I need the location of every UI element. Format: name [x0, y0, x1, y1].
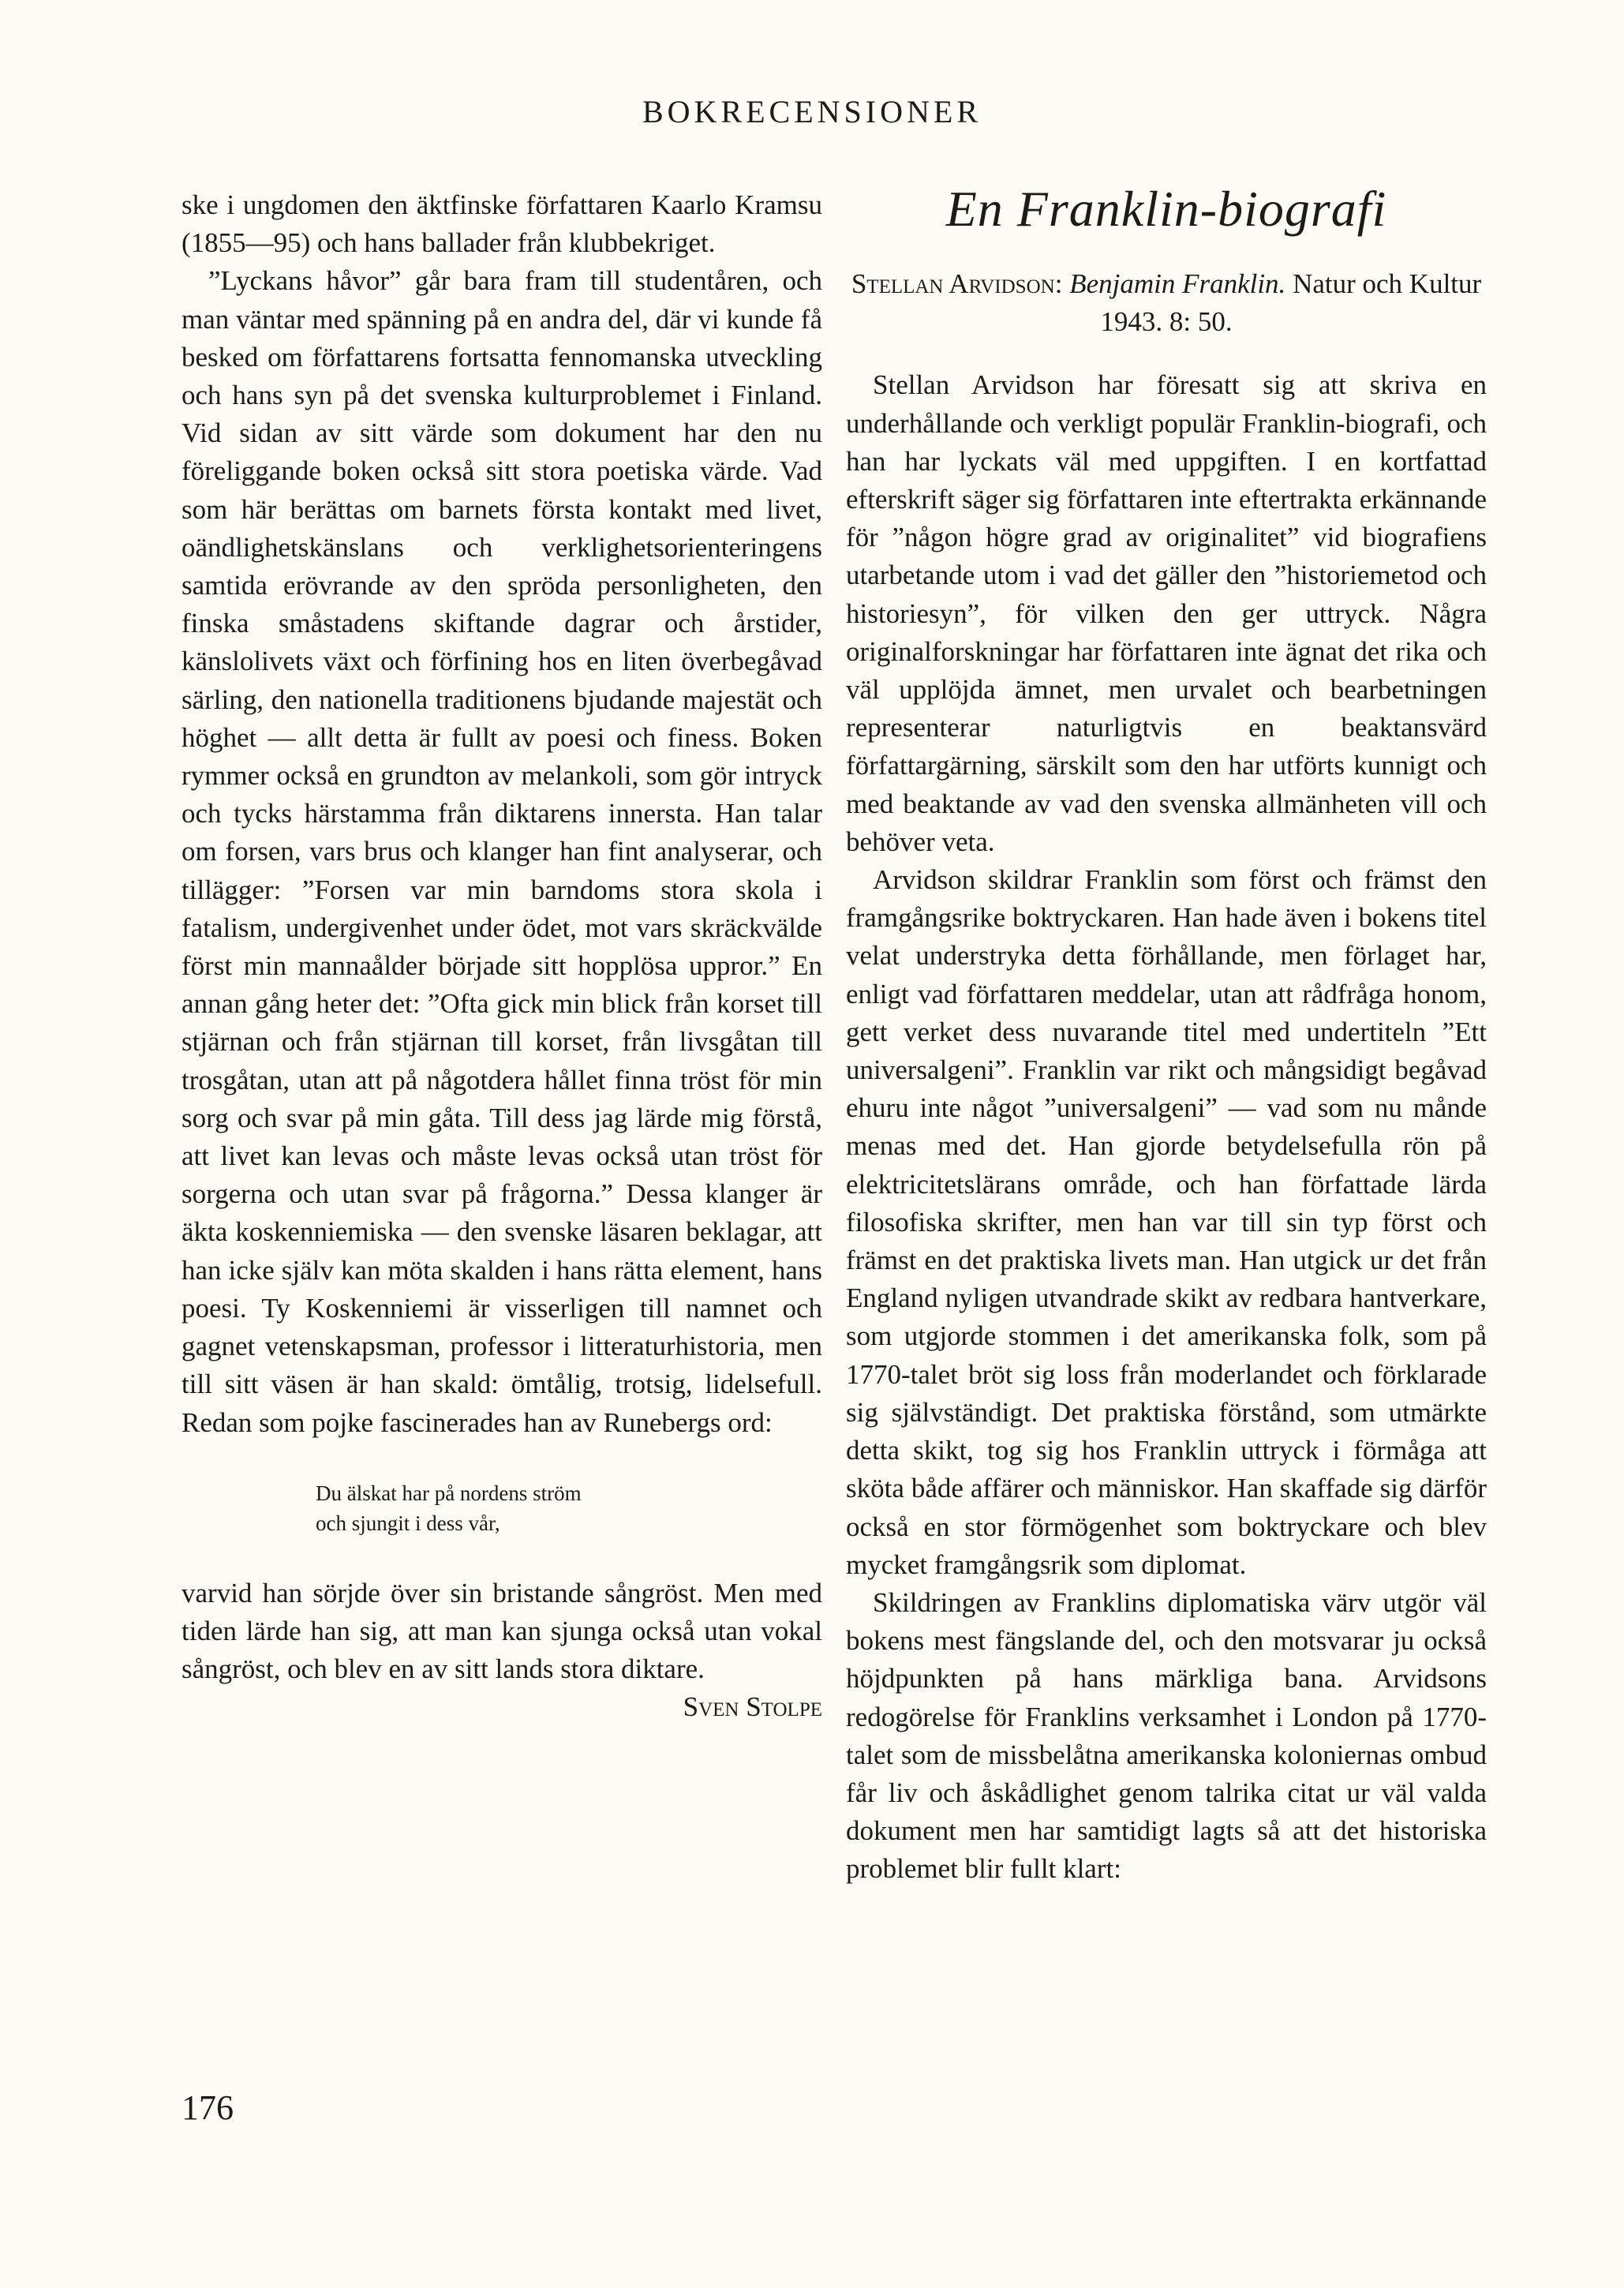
- review-title: En Franklin-biografi: [945, 181, 1387, 237]
- right-paragraph-2: Arvidson skildrar Franklin som först och främst den framgångsrike boktryckaren. Han hade även i bokens titel velat understryka detta förhållande, men förlaget har, enligt vad författaren meddelar, utan att rådfråga honom, gett verket dess nuvarande titel med undertiteln ”Ett universalgeni”. Franklin var rikt och mångsidigt begåvad ehuru inte något ”universalgeni” — vad som nu månde menas med det. Han gjorde betydelsefulla rön på elektricitetslärans område, och han författade lärda filosofiska skrifter, men han var till sin typ först och främst en det praktiska livets man. Han utgick ur det från England nyligen utvandrade skikt av redbara hantverkare, som utgjorde stommen i det amerikanska folk, som på 1770-talet bröt sig loss från moderlandet och förklarade sig självständigt. Det praktiska förstånd, som utmärkte detta skikt, tog sig hos Franklin uttryck i förmåga att sköta både affärer och människor. Han skaffade sig därför också en stor förmögenhet som boktryckare och blev mycket framgångsrik som diplomat.: [846, 864, 1487, 1580]
- page-number: 176: [181, 2088, 234, 2127]
- left-paragraph-3-text: varvid han sörjde över sin bristande sångröst. Men med tiden lärde han sig, att man kan sjunga också utan vokal sångröst, och blev en av sitt lands stora diktare.: [181, 1577, 822, 1685]
- right-paragraph-1: Stellan Arvidson har föresatt sig att skriva en underhållande och verkligt populär Franklin-biografi, och han har lyckats väl med uppgiften. I en kortfattad efterskrift säger sig författaren inte eftertrakta erkännande för ”någon högre grad av originalitet” vid biografiens utarbetande utom i vad det gäller den ”historiemetod och historiesyn”, för vilken den ger uttryck. Några originalforskningar har författaren inte ägnat det rika och väl upplöjda ämnet, men urvalet och bearbetningen representerar naturligtvis en beaktansvärd författargärning, särskilt som den har utförts kunnigt och med beaktande av vad den svenska allmänheten vill och behöver veta.: [846, 369, 1487, 857]
- verse-line-1: Du älskat har på nordens ström: [316, 1481, 582, 1505]
- left-column: [181, 186, 822, 1727]
- byline-publisher: Natur och Kultur 1943. 8: 50.: [1100, 268, 1482, 338]
- verse-quote: [316, 1478, 822, 1538]
- right-paragraph-3: Skildringen av Franklins diplomatiska värv utgör väl bokens mest fängslande del, och den motsvarar ju också höjdpunkten på hans märkliga bana. Arvidsons redogörelse för Franklins verksamhet i London på 1770-talet som de missbelåtna amerikanska koloniernas ombud får liv och åskådlighet genom talrika citat ur väl valda dokument men har samtidigt lagts så att det historiska problemet blir fullt klart:: [846, 1586, 1487, 1885]
- left-paragraph-1: ske i ungdomen den äktfinske författaren Kaarlo Kramsu (1855—95) och hans ballader från klubbekriget.: [181, 189, 822, 259]
- review-byline: Stellan Arvidson: Benjamin Franklin. Natur och Kultur 1943. 8: 50.: [851, 268, 1482, 338]
- byline-author: Stellan Arvidson: [851, 268, 1055, 299]
- left-paragraph-3: [181, 1575, 822, 1723]
- right-column: [846, 181, 1487, 1889]
- byline-book-title: Benjamin Franklin.: [1069, 268, 1286, 299]
- verse-line-2: och sjungit i dess vår,: [316, 1511, 500, 1535]
- left-paragraph-2: ”Lyckans håvor” går bara fram till studentåren, och man väntar med spänning på en andra del, där vi kunde få besked om författarens fortsatta fennomanska utveckling och hans syn på det svenska kulturproblemet i Finland. Vid sidan av sitt värde som dokument har den nu föreliggande boken också sitt stora poetiska värde. Vad som här berättas om barnets första kontakt med livet, oändlighetskänslans och verklighetsorienteringens samtida erövrande av den spröda personligheten, den finska småstadens skiftande dagrar och årstider, känslolivets växt och förfining hos en liten överbegåvad särling, den nationella traditionens bjudande majestät och höghet — allt detta är fullt av poesi och finess. Boken rymmer också en grundton av melankoli, som gör intryck och tycks härstamma från diktarens innersta. Han talar om forsen, vars brus och klanger han fint analyserar, och tillägger: ”Forsen var min barndoms stora skola i fatalism, undergivenhet under ödet, mot vars skräckvälde först min mannaålder började sitt hopplösa uppror.” En annan gång heter det: ”Ofta gick min blick från korset till stjärnan och från stjärnan till korset, från livsgåtan till trosgåtan, utan att på någotdera hållet finna tröst för min sorg och svar på min gåta. Till dess jag lärde mig förstå, att livet kan levas och måste levas också utan tröst för sorgerna och utan svar på frågorna.” Dessa klanger är äkta koskenniemiska — den svenske läsaren beklagar, att han icke själv kan möta skalden i hans rätta element, hans poesi. Ty Koskenniemi är visserligen till namnet och gagnet vetenskapsman, professor i litteraturhistoria, men till sitt väsen är han skald: ömtålig, trotsig, lidelsefull. Redan som pojke fascinerades han av Runebergs ord:: [181, 265, 822, 1438]
- review-signature: Sven Stolpe: [683, 1691, 822, 1723]
- running-head: BOKRECENSIONER: [642, 94, 982, 129]
